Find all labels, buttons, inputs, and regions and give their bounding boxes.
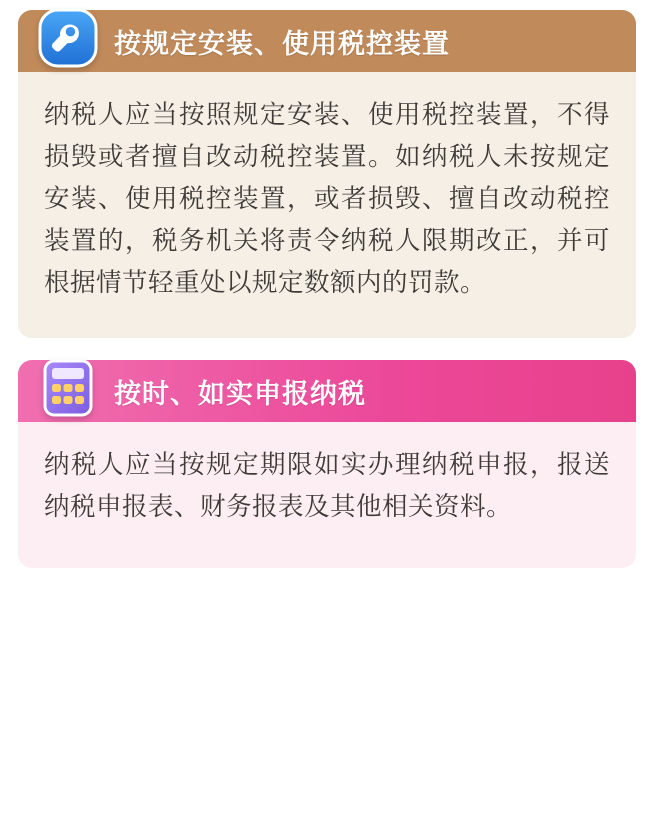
wrench-icon — [32, 2, 104, 74]
section-paragraph: 纳税人应当按照规定安装、使用税控装置，不得损毁或者擅自改动税控装置。如纳税人未按规定安装、使用税控装置，或者损毁、擅自改动税控装置的，税务机关将责令纳税人限期改正，并可根据情节轻重处以规定数额内的罚款。 — [44, 101, 610, 298]
section-card-declare-on-time — [18, 360, 636, 568]
section-title: 按时、如实申报纳税 — [114, 378, 366, 409]
section-card-tax-control-device — [18, 10, 636, 338]
section-paragraph: 纳税人应当按规定期限如实办理纳税申报，报送纳税申报表、财务报表及其他相关资料。 — [44, 451, 610, 522]
section-header-declare-on-time — [18, 360, 636, 422]
section-header-tax-control-device — [18, 10, 636, 72]
calculator-icon — [32, 352, 104, 424]
section-body-declare-on-time — [18, 422, 636, 568]
section-body-tax-control-device — [18, 72, 636, 338]
section-title: 按规定安装、使用税控装置 — [114, 28, 450, 59]
